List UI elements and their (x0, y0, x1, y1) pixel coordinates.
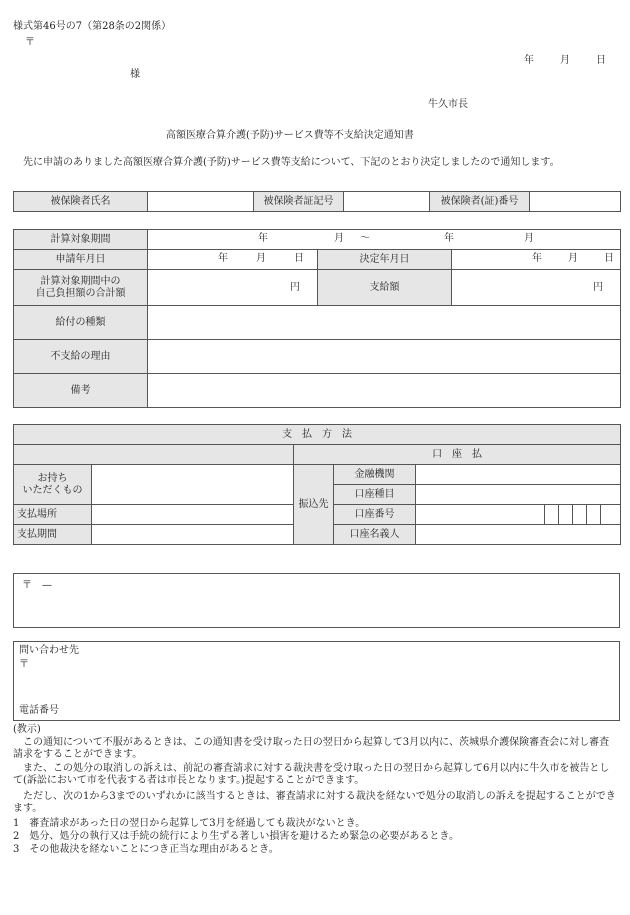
period-label: 計算対象期間 (14, 230, 148, 250)
cash-pay-header (14, 445, 294, 465)
cert-symbol-field[interactable] (344, 192, 430, 212)
notice-para3: ただし、次の1から3までのいずれかに該当するときは、審査請求に対する裁決を経ないで処分の取消しの訴えを提起することができます。 (13, 791, 616, 814)
self-burden-field[interactable] (148, 270, 318, 306)
self-burden-label-line1: 計算対象期間中の (40, 275, 121, 287)
decision-date-field[interactable] (452, 250, 621, 270)
insured-table (13, 191, 621, 212)
pay-place-field[interactable] (92, 505, 294, 525)
account-pay-title: 口 座 払 (294, 445, 621, 465)
period-month2: 月 (524, 233, 534, 244)
notice-item1: 1 審査請求があった日の翌日から起算して3月を経過しても裁決がないとき。 (13, 818, 366, 829)
bring-items-label-line1: お持ち (37, 472, 68, 484)
insured-name-label: 被保険者氏名 (14, 192, 148, 212)
account-digit-1[interactable] (545, 505, 559, 525)
decision-year: 年 (532, 253, 542, 264)
notice-para2: また、この処分の取消しの訴えは、前記の審査請求に対する裁決書を受け取った日の翌日から起算して6月以内に牛久市を被告として(訴訟において市を代表する者は市長となります。)提起することができます。 (13, 763, 610, 786)
payment-amount-label: 支給額 (318, 270, 452, 306)
postal-mark: 〒 (25, 37, 35, 48)
apply-month: 月 (256, 253, 266, 264)
insured-name-field[interactable] (148, 192, 254, 212)
main-table (13, 229, 621, 408)
account-number-field[interactable] (416, 505, 545, 525)
benefit-type-label: 給付の種類 (14, 306, 148, 340)
bank-field[interactable] (416, 465, 621, 485)
transfer-label: 振込先 (294, 465, 334, 545)
contact-phone-label: 電話番号 (19, 705, 59, 716)
address-box[interactable] (13, 573, 620, 628)
notice-para1: この通知について不服があるときは、この通知書を受け取った日の翌日から起算して3月以内に、茨城県介護保険審査会に対し審査請求をすることができます。 (13, 737, 610, 760)
cert-number-field[interactable] (530, 192, 621, 212)
account-digit-3[interactable] (573, 505, 587, 525)
account-digit-2[interactable] (559, 505, 573, 525)
bank-label: 金融機関 (334, 465, 416, 485)
bring-items-label (14, 465, 92, 505)
non-payment-reason-field[interactable] (148, 340, 621, 374)
account-holder-field[interactable] (416, 525, 621, 545)
apply-date-field[interactable] (148, 250, 318, 270)
apply-date-label: 申請年月日 (14, 250, 148, 270)
pay-place-label: 支払場所 (14, 505, 92, 525)
period-field[interactable] (148, 230, 621, 250)
bring-items-label-line2: いただくもの (22, 484, 83, 496)
decision-month: 月 (568, 253, 578, 264)
form-number: 様式第46号の7（第28条の2関係） (13, 21, 172, 32)
decision-day: 日 (604, 253, 614, 264)
address-postal: 〒 — (22, 580, 52, 591)
payment-amount-field[interactable] (452, 270, 621, 306)
intro-text: 先に申請のありました高額医療合算介護(予防)サービス費等支給について、下記のとおり決定しましたので通知します。 (13, 157, 560, 168)
self-burden-yen: 円 (290, 281, 300, 293)
remarks-field[interactable] (148, 374, 621, 408)
period-wave: ～ (360, 233, 370, 244)
notice-heading: (教示) (13, 724, 41, 735)
account-digit-5[interactable] (601, 505, 621, 525)
pay-period-field[interactable] (92, 525, 294, 545)
period-year1: 年 (258, 233, 268, 244)
account-holder-label: 口座名義人 (334, 525, 416, 545)
notice-item2: 2 処分、処分の執行又は手続の続行により生ずる著しい損害を避けるため緊急の必要があるとき。 (13, 831, 459, 842)
contact-label: 問い合わせ先 (19, 645, 79, 656)
cert-symbol-label: 被保険者証記号 (254, 192, 344, 212)
date-year: 年 (524, 55, 534, 66)
document-title: 高額医療合算介護(予防)サービス費等不支給決定通知書 (166, 130, 414, 141)
period-year2: 年 (444, 233, 454, 244)
self-burden-label-line2: 自己負担額の合計額 (35, 287, 126, 299)
self-burden-label (14, 270, 148, 306)
issuer: 牛久市長 (428, 99, 468, 110)
pay-period-label: 支払期間 (14, 525, 92, 545)
contact-postal: 〒 (19, 659, 29, 670)
non-payment-reason-label: 不支給の理由 (14, 340, 148, 374)
remarks-label: 備考 (14, 374, 148, 408)
payment-method-title: 支 払 方 法 (14, 425, 621, 445)
period-month1: 月 (334, 233, 344, 244)
account-type-label: 口座種目 (334, 485, 416, 505)
date-day: 日 (596, 55, 606, 66)
cert-number-label: 被保険者(証)番号 (430, 192, 530, 212)
notice-item3: 3 その他裁決を経ないことにつき正当な理由があるとき。 (13, 844, 279, 855)
payment-table (13, 424, 621, 545)
addressee-suffix: 様 (130, 69, 140, 80)
contact-box[interactable] (13, 641, 620, 721)
account-digit-4[interactable] (587, 505, 601, 525)
benefit-type-field[interactable] (148, 306, 621, 340)
apply-year: 年 (218, 253, 228, 264)
account-number-label: 口座番号 (334, 505, 416, 525)
decision-date-label: 決定年月日 (318, 250, 452, 270)
apply-day: 日 (294, 253, 304, 264)
account-type-field[interactable] (416, 485, 621, 505)
date-month: 月 (560, 55, 570, 66)
payment-amount-yen: 円 (593, 281, 604, 293)
bring-items-field[interactable] (92, 465, 294, 505)
